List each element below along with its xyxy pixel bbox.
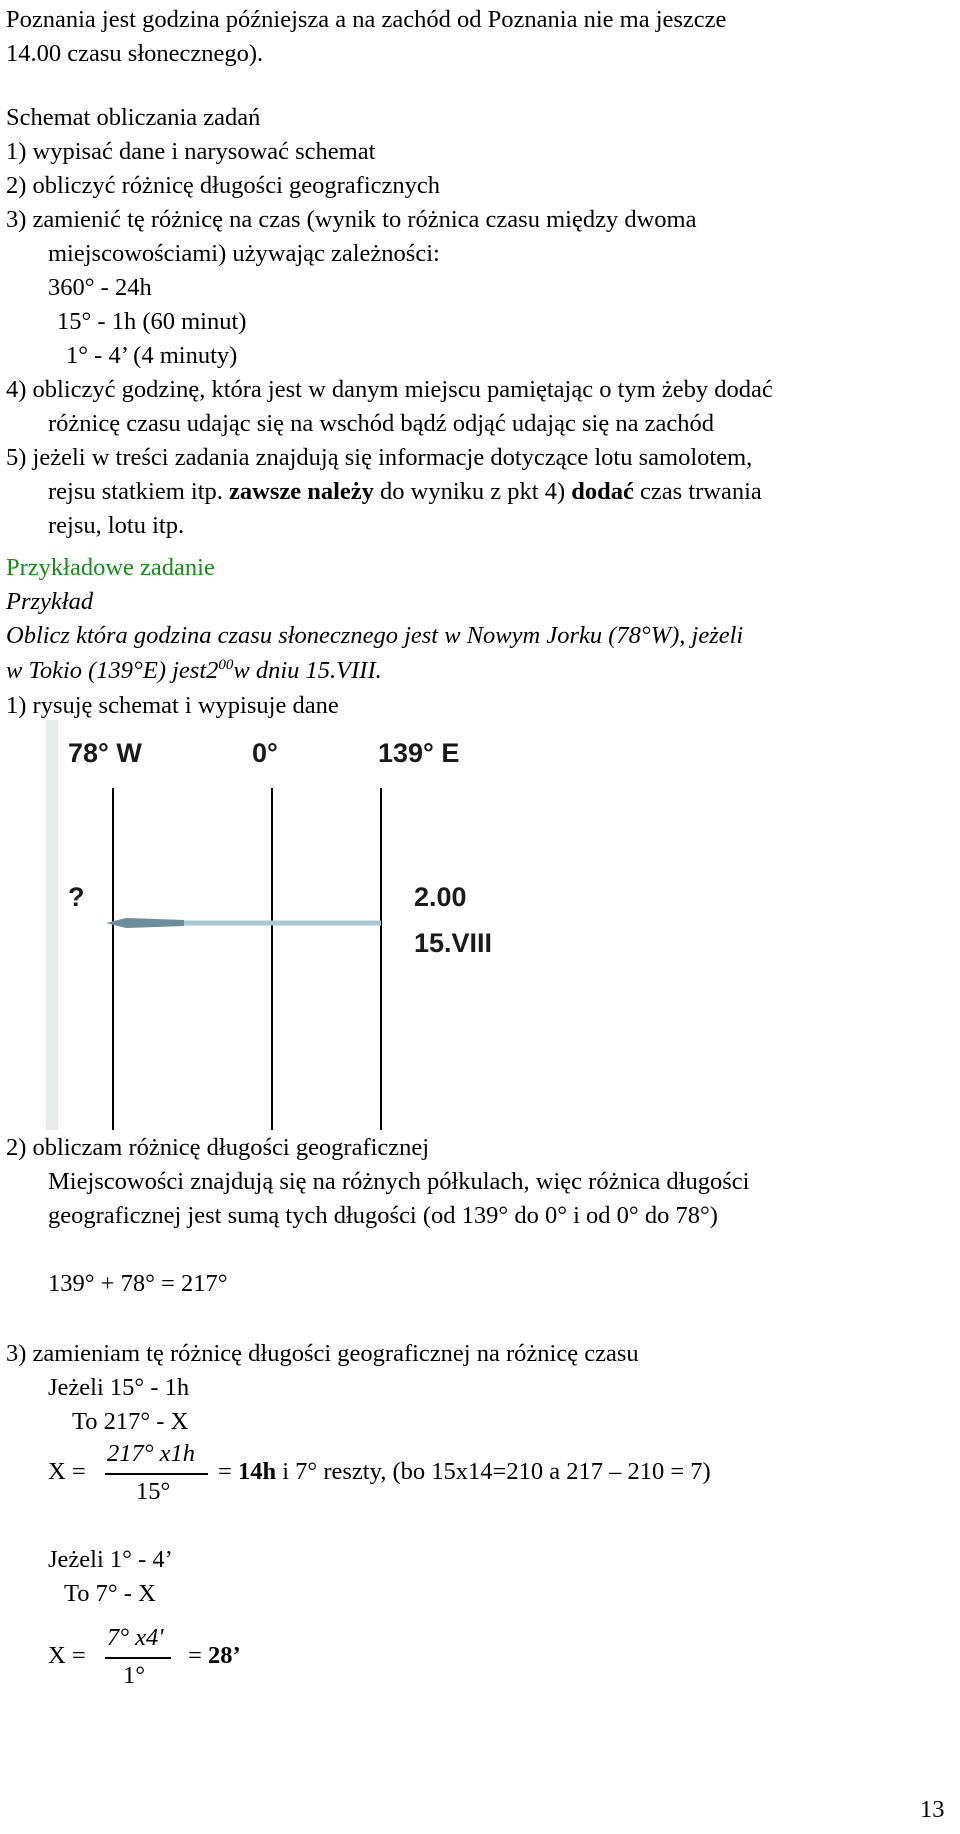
label-0: 0° xyxy=(252,738,278,768)
proportion-1-if: Jeżeli 15° - 1h xyxy=(48,1374,190,1401)
emphasis-zawsze-nalezy: zawsze należy xyxy=(229,478,374,505)
schema-step-3-cont: miejscowościami) używając zależności: xyxy=(48,240,440,267)
fraction-2-bar xyxy=(105,1657,171,1659)
step-2-text-2: geograficznej jest sumą tych długości (od 139° do 0° i od 0° do 78°) xyxy=(48,1202,718,1229)
x-label-1: X = xyxy=(48,1458,86,1485)
intro-line-1: Poznania jest godzina późniejsza a na zachód od Poznania nie ma jeszcze xyxy=(6,6,727,33)
schema-step-1: 1) wypisać dane i narysować schemat xyxy=(6,138,376,165)
example-step-1: 1) rysuję schemat i wypisuje dane xyxy=(6,692,339,719)
schema-step-4: 4) obliczyć godzinę, która jest w danym miejscu pamiętając o tym żeby dodać xyxy=(6,376,773,403)
fraction-1-numerator: 217° x1h xyxy=(107,1440,196,1467)
fraction-2-denominator: 1° xyxy=(123,1662,146,1689)
example-task-line-2: w Tokio (139°E) $jest2^{00}w$ dniu 15.VIII. xyxy=(6,657,382,685)
label-date: 15.VIII xyxy=(414,928,493,958)
proportion-2-if: Jeżeli 1° - 4’ xyxy=(48,1546,173,1573)
relation-360: 360° - 24h xyxy=(48,274,152,301)
fraction-1-denominator: 15° xyxy=(136,1478,171,1505)
fraction-2-numerator: 7° x4' xyxy=(107,1624,164,1651)
schema-step-2: 2) obliczyć różnicę długości geograficznych xyxy=(6,172,441,199)
result-1: = 14h i 7° reszty, (bo 15x14=210 a 217 – 210 = 7) xyxy=(218,1458,711,1485)
label-78w: 78° W xyxy=(68,738,142,768)
example-label: Przykład xyxy=(6,588,94,615)
schema-step-5: 5) jeżeli w treści zadania znajdują się informacje dotyczące lotu samolotem, xyxy=(6,444,753,471)
step-2-heading: 2) obliczam różnicę długości geograficznej xyxy=(6,1134,430,1161)
proportion-1-to: To 217° - X xyxy=(72,1408,189,1435)
step-2-text-1: Miejscowości znajdują się na różnych półkulach, więc różnica długości xyxy=(48,1168,750,1195)
example-task-line-1: Oblicz która godzina czasu słonecznego jest w Nowym Jorku (78°W), jeżeli xyxy=(6,622,744,649)
schema-step-5-cont: rejsu statkiem itp. zawsze należy do wyniku z pkt 4) dodać czas trwania xyxy=(48,478,762,505)
relation-1: 1° - 4’ (4 minuty) xyxy=(66,342,238,369)
proportion-2-to: To 7° - X xyxy=(64,1580,156,1607)
label-unknown-time: ? xyxy=(68,882,85,912)
schema-title: Schemat obliczania zadań xyxy=(6,104,261,131)
schema-step-5-end: rejsu, lotu itp. xyxy=(48,512,185,539)
page-number: 13 xyxy=(920,1796,945,1823)
label-time-tokyo: 2.00 xyxy=(414,882,467,912)
x-label-2: X = xyxy=(48,1642,86,1669)
label-139e: 139° E xyxy=(378,738,460,768)
diagram-left-edge xyxy=(46,720,58,1130)
intro-line-2: 14.00 czasu słonecznego). xyxy=(6,40,264,67)
emphasis-dodac: dodać xyxy=(571,478,634,505)
longitude-sum: 139° + 78° = 217° xyxy=(48,1270,228,1297)
result-2: = 28’ xyxy=(188,1642,241,1669)
fraction-1-bar xyxy=(105,1473,208,1475)
meridian-schema-diagram xyxy=(46,720,516,1130)
step-3-heading: 3) zamieniam tę różnicę długości geograficznej na różnicę czasu xyxy=(6,1340,639,1367)
relation-15: 15° - 1h (60 minut) xyxy=(57,308,247,335)
schema-step-3: 3) zamienić tę różnicę na czas (wynik to różnica czasu między dwoma xyxy=(6,206,697,233)
time-arrow-head xyxy=(106,918,184,928)
schema-step-4-cont: różnicę czasu udając się na wschód bądź odjąć udając się na zachód xyxy=(48,410,714,437)
example-heading: Przykładowe zadanie xyxy=(6,554,215,581)
